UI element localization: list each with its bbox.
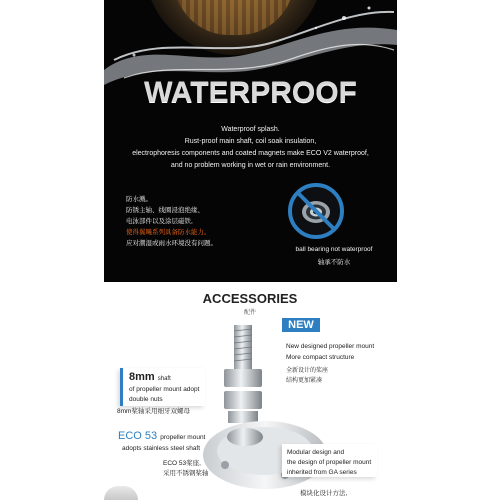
bearing-caption-en: ball bearing not waterproof	[295, 246, 373, 253]
new-badge: NEW	[282, 318, 320, 332]
modular-info-card	[282, 444, 377, 477]
waterproof-title: WATERPROOF	[144, 76, 357, 109]
eco53-description-zh: ECO 53桨座, 采用不锈钢桨轴	[163, 460, 209, 477]
accessories-title: ACCESSORIES	[202, 291, 298, 306]
shaft-description-en: of propeller mount adopt double nuts	[129, 386, 200, 403]
shaft-description-zh: 8mm桨轴采用细牙双螺母	[117, 408, 190, 415]
waterproof-panel	[104, 0, 397, 282]
eco53-label: ECO 53 propeller mount	[118, 430, 206, 442]
bearing-prohibited-icon	[287, 182, 345, 240]
waterproof-description-zh: 防水溅。 防锈主轴、线圈浸泡绝缘、 电泳部件以及涂层磁铁, 使得翼飚系列具备防水能力。 应对潮湿或雨水环境没有问题。	[126, 196, 217, 247]
shaft-info-card	[120, 368, 205, 406]
modular-description-zh: 模块化设计方法,	[300, 490, 348, 497]
waterproof-highlight-text: 使得翼飚系列具备防水能力。	[126, 229, 211, 236]
accessory-partial-image	[104, 486, 138, 500]
new-mount-description-zh: 全新设计的桨座 结构更加紧凑	[286, 368, 329, 384]
bearing-caption-zh: 轴承不防水	[317, 259, 351, 266]
accessories-subtitle: 配件	[243, 310, 256, 316]
shaft-size-label: 8mm shaft	[129, 371, 171, 383]
waterproof-description-en: Waterproof splash. Rust-proof main shaft, coil soak insulation, electrophoresis components and coated magnets make ECO V2 waterproof, and no problem working in wet or rain environment.	[132, 126, 369, 169]
eco53-description-en: adopts stainless steel shaft	[122, 445, 201, 452]
modular-description-en: Modular design and the design of propeller mount inherited from GA series	[287, 449, 372, 476]
new-mount-description-en: New designed propeller mount More compact structure	[286, 343, 375, 361]
